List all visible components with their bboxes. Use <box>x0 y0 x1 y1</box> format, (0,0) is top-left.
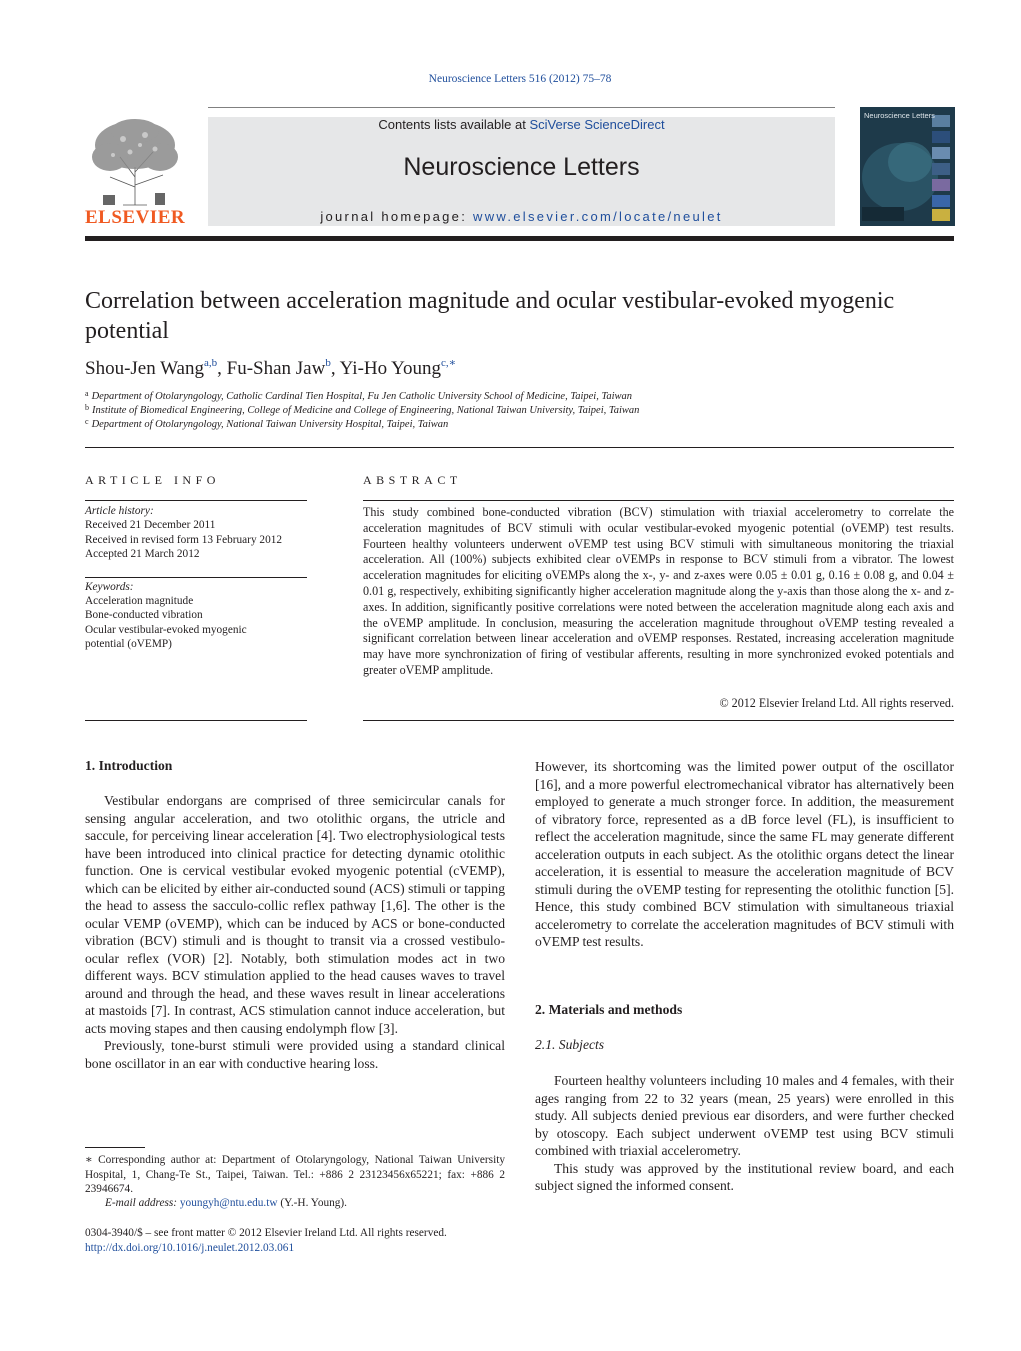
affiliation-text: Institute of Biomedical Engineering, College of Medicine and College of Engineering, National Taiwan University, Taipei, Taiwan <box>92 405 640 416</box>
body-paragraph: Previously, tone-burst stimuli were provided using a standard clinical bone oscillator in an ear with conductive hearing loss. <box>85 1038 505 1071</box>
author-list: Shou-Jen Wang$^{a,b}$, Fu-Shan Jaw$^b$, Yi-Ho Young$^{c,∗}$ <box>85 357 457 379</box>
homepage-line <box>208 209 835 224</box>
homepage-link[interactable]: www.elsevier.com/locate/neulet <box>473 209 723 224</box>
doi-line[interactable] <box>85 1241 505 1256</box>
corresponding-author-footnote: ∗ Corresponding author at: Department of Otolaryngology, National Taiwan University Hospital, 1, Chang-Te St., Taipei, Taiwan. Tel.: +886 2 23123456x65221; fax: +886 2 23946674. <box>85 1154 505 1196</box>
email-link[interactable]: youngyh@ntu.edu.tw <box>179 1197 278 1209</box>
info-rule <box>85 720 307 721</box>
info-rule <box>85 577 307 578</box>
paper-title: Correlation between acceleration magnitude and ocular vestibular-evoked myogenic potential <box>85 288 895 344</box>
author-name: Fu-Shan Jaw <box>226 358 326 379</box>
header-rule <box>208 107 835 108</box>
article-info-heading: ARTICLE INFO <box>85 473 220 487</box>
affiliation-text: Department of Otolaryngology, Catholic Cardinal Tien Hospital, Fu Jen Catholic University School of Medicine, Taipei, Taiwan <box>91 391 632 402</box>
abstract-text: This study combined bone-conducted vibration (BCV) stimulation with triaxial accelerometry to correlate the acceleration magnitudes of BCV stimuli with ocular vestibular-evoked myogenic potential (oVEMP) test results. Fourteen healthy volunteers underwent oVEMP test using BCV stimuli with simultaneous monitoring the triaxial acceleration. All (100%) subjects exhibited clear oVEMPs in response to BCV stimuli from a vibrator. The lowest acceleration magnitudes for eliciting oVEMPs along the x-, y- and z-axes were 0.05 ± 0.01 g, 0.16 ± 0.08 g, and 0.04 ± 0.01 g, respectively, exhibiting significantly higher acceleration magnitude along the y-axis than those along the x- and z-axes. In addition, significantly positive correlations were noted between the acceleration magnitude along each axis and the oVEMP amplitude. In conclusion, measuring the acceleration magnitude throughout oVEMP testing revealed a significant correlation between linear acceleration and oVEMP responses. Restated, increasing acceleration magnitude may have more synchronization of firing of vestibular afferents, resulting in more synchronized evoked potentials and greater oVEMP amplitude. <box>363 505 954 677</box>
cover-image-icon <box>860 107 955 226</box>
info-rule <box>85 500 307 501</box>
affiliation-mark: a <box>85 389 89 398</box>
author-affiliation-mark[interactable]: a,b <box>203 357 218 369</box>
keyword: Bone-conducted vibration <box>85 609 203 621</box>
elsevier-tree-icon <box>85 117 185 209</box>
affiliation-mark: c <box>85 417 89 426</box>
email-footnote <box>85 1196 505 1211</box>
elsevier-wordmark: ELSEVIER <box>85 207 186 228</box>
abstract-copyright: © 2012 Elsevier Ireland Ltd. All rights reserved. <box>719 696 954 710</box>
keyword: Ocular vestibular-evoked myogenic <box>85 624 247 636</box>
author-affiliation-mark[interactable]: b <box>325 357 331 369</box>
footnote-rule <box>85 1147 145 1148</box>
revised-date: Received in revised form 13 February 2012 <box>85 534 283 546</box>
history-label: Article history: <box>85 505 154 517</box>
homepage-prefix: journal homepage: <box>320 209 474 224</box>
journal-reference[interactable]: Neuroscience Letters 516 (2012) 75–78 <box>428 73 612 85</box>
introduction-column <box>85 792 505 1072</box>
author-affiliation-mark[interactable]: c,∗ <box>441 357 457 369</box>
doi-link[interactable]: http://dx.doi.org/10.1016/j.neulet.2012.03.061 <box>85 1242 295 1254</box>
affiliation-mark: b <box>85 403 89 412</box>
section-heading-methods: 2. Materials and methods <box>535 1002 683 1017</box>
body-paragraph: Vestibular endorgans are comprised of three semicircular canals for sensing angular acceleration, and two otolithic organs, the utricle and saccule, for perceiving linear acceleration [4]. Two electrophysiological tests have been introduced into clinical practice for detecting dynamic otolithic function. One is cervical vestibular evoked myogenic potential (cVEMP), which can be elicited by either air-conducted sound (ACS) stimuli or tapping the head to assess the sacculo-collic reflex pathway [1,6]. The other is the ocular VEMP (oVEMP), which can be induced by ACS or bone-conducted vibration (BCV) stimuli and is thought to transit via a crossed vestibulo-ocular reflex (VOR) [2]. Notably, both stimulation modes act in two different ways. BCV stimulation applied to the head causes waves to travel around and through the head, and these waves result in linear accelerations at mastoids [7]. In contrast, ACS stimulation cannot induce acceleration, but acts moving stapes and then causing endolymph flow [3]. <box>85 793 505 1036</box>
email-label: E-mail address: <box>105 1197 178 1209</box>
issn-line: 0304-3940/$ – see front matter © 2012 Elsevier Ireland Ltd. All rights reserved. <box>85 1227 447 1239</box>
affiliation <box>85 417 448 430</box>
author-name: Yi-Ho Young <box>339 358 441 379</box>
affiliation <box>85 389 632 402</box>
affiliation <box>85 403 639 416</box>
subsection-heading-subjects: 2.1. Subjects <box>535 1037 605 1052</box>
contents-prefix: Contents lists available at <box>378 117 530 132</box>
abstract-rule <box>363 720 954 721</box>
affiliation-text: Department of Otolaryngology, National Taiwan University Hospital, Taipei, Taiwan <box>91 419 449 430</box>
cover-title: Neuroscience Letters <box>864 111 935 120</box>
section-heading-introduction: 1. Introduction <box>85 758 173 773</box>
abstract-heading: ABSTRACT <box>363 473 462 487</box>
body-paragraph: Fourteen healthy volunteers including 10 males and 4 females, with their ages ranging from 22 to 32 years (mean, 25 years) were enrolled in this study. All subjects denied previous ear disorders, and were further checked by otoscopy. Each subject underwent oVEMP test using BCV stimuli combined with triaxial accelerometry. <box>535 1073 954 1158</box>
sciencedirect-link[interactable]: SciVerse ScienceDirect <box>529 117 665 132</box>
affiliation-rule <box>85 447 954 448</box>
keyword: Acceleration magnitude <box>85 595 194 607</box>
body-paragraph: However, its shortcoming was the limited power output of the oscillator [16], and a more powerful electromechanical vibrator has alternatively been employed to generate a much stronger force. In addition, the measurement of vibratory force, represented as a dB force level (FL), is insufficient to reflect the acceleration magnitude, since the same FL may generate different acceleration outputs in each subject. As the otolithic organs detect the linear acceleration, it is essential to measure the acceleration magnitude of BCV stimuli during the oVEMP testing for representing the otolithic function [5]. Hence, this study combined BCV stimulation with simultaneous triaxial accelerometry to correlate the acceleration magnitudes of BCV stimuli with oVEMP test results. <box>535 759 954 949</box>
accepted-date: Accepted 21 March 2012 <box>85 548 200 560</box>
received-date: Received 21 December 2011 <box>85 519 216 531</box>
keywords-label: Keywords: <box>85 581 134 593</box>
body-paragraph: This study was approved by the institutional review board, and each subject signed the informed consent. <box>535 1160 954 1193</box>
journal-name: Neuroscience Letters <box>403 153 640 181</box>
keyword: potential (oVEMP) <box>85 638 172 650</box>
email-suffix: (Y.-H. Young). <box>280 1197 348 1209</box>
header-thick-rule <box>85 236 954 241</box>
contents-line <box>208 117 835 132</box>
abstract-rule <box>363 500 954 501</box>
subjects-column <box>535 1072 954 1195</box>
right-column-continued <box>535 758 954 951</box>
author-name: Shou-Jen Wang <box>85 358 204 379</box>
journal-cover[interactable] <box>860 107 955 226</box>
